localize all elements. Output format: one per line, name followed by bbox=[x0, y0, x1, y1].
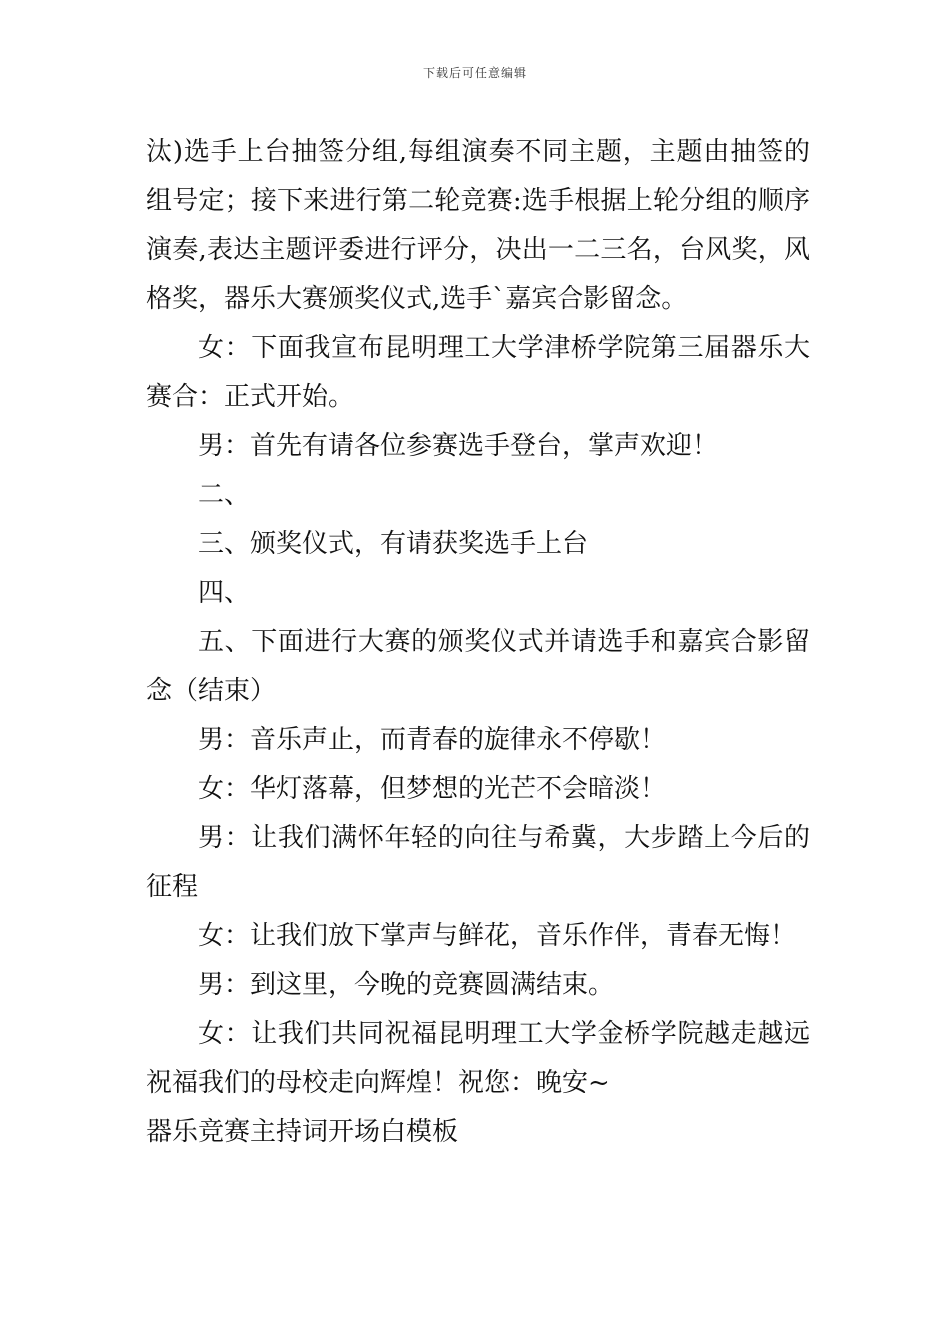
paragraph: 女：华灯落幕，但梦想的光芒不会暗淡！ bbox=[198, 774, 667, 804]
paragraph: 女：让我们放下掌声与鲜花，音乐作伴，青春无悔！ bbox=[198, 921, 797, 951]
document-title-line: 器乐竞赛主持词开场白模板 bbox=[146, 1117, 459, 1147]
paragraph: 女：下面我宣布昆明理工大学津桥学院第三届器乐大赛合：正式开始。 bbox=[146, 333, 810, 412]
paragraph: 二、 bbox=[198, 480, 251, 510]
paragraph: 男：让我们满怀年轻的向往与希冀，大步踏上今后的征程 bbox=[146, 823, 810, 902]
paragraph: 男：音乐声止，而青春的旋律永不停歇！ bbox=[198, 725, 667, 755]
paragraph: 男：到这里，今晚的竞赛圆满结束。 bbox=[198, 970, 615, 1000]
page-header-note: 下载后可任意编辑 bbox=[422, 66, 527, 80]
document-body bbox=[146, 128, 810, 1157]
paragraph: 五、下面进行大赛的颁奖仪式并请选手和嘉宾合影留念（结束） bbox=[146, 627, 810, 706]
paragraph: 男：首先有请各位参赛选手登台，掌声欢迎！ bbox=[198, 431, 719, 461]
paragraph: 四、 bbox=[198, 578, 251, 608]
paragraph: 三、颁奖仪式，有请获奖选手上台 bbox=[198, 529, 589, 559]
paragraph: 汰)选手上台抽签分组,每组演奏不同主题，主题由抽签的组号定；接下来进行第二轮竞赛:选手根据上轮分组的顺序演奏,表达主题评委进行评分，决出一二三名，台风奖，风格奖，器乐大赛颁奖仪式,选手`嘉宾合影留念。 bbox=[146, 137, 810, 314]
paragraph: 女：让我们共同祝福昆明理工大学金桥学院越走越远祝福我们的母校走向辉煌！祝您：晚安~ bbox=[146, 1019, 810, 1098]
